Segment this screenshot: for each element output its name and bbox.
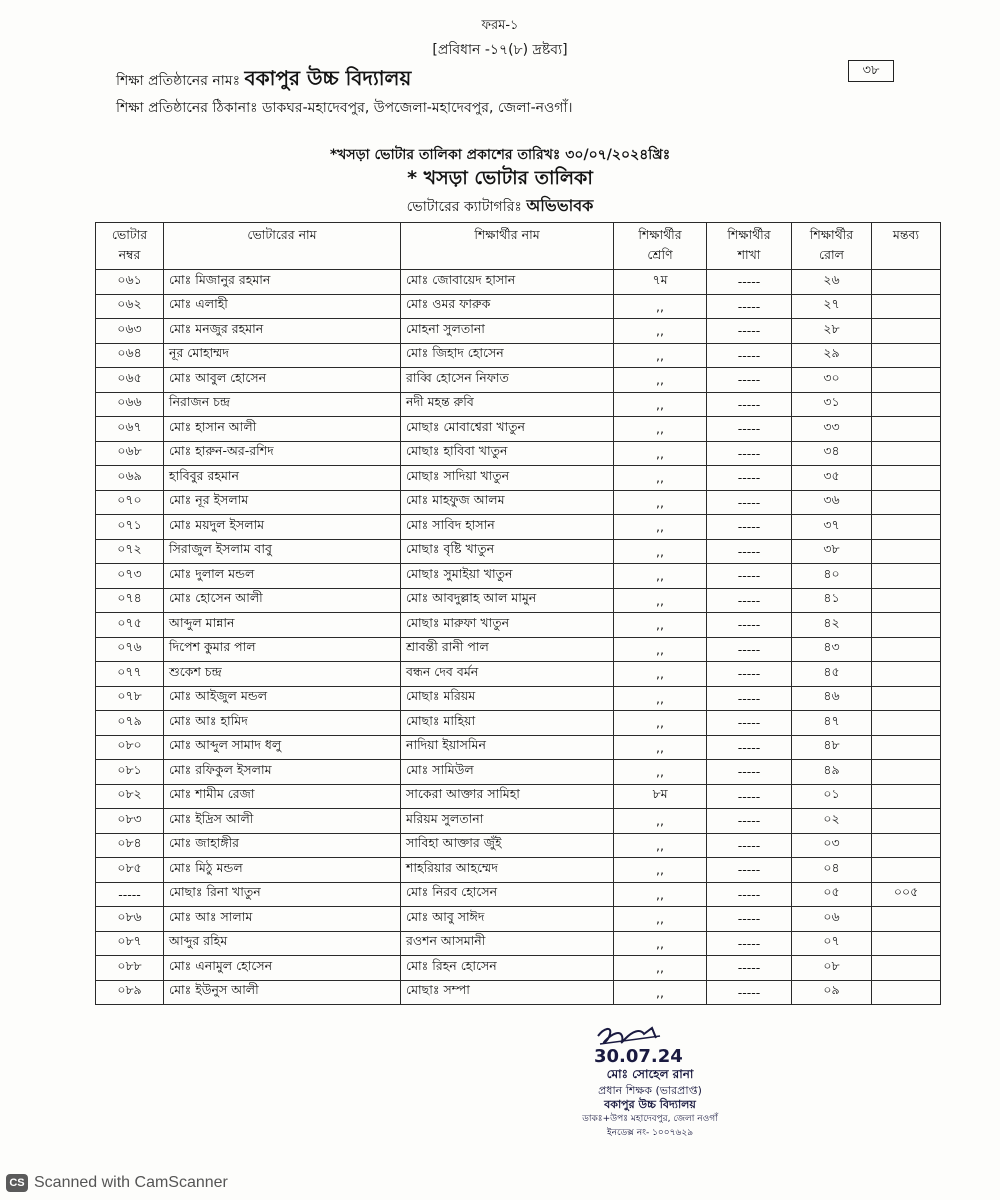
remark-cell [872, 711, 941, 736]
signature-date: 30.07.24 [594, 1046, 683, 1066]
remark-cell [872, 931, 941, 956]
student-name-cell: মোছাঃ মরিয়ম [401, 686, 614, 711]
scanner-text: Scanned with CamScanner [34, 1174, 228, 1191]
student-name-cell: মোঃ সাবিদ হাসান [401, 515, 614, 540]
student-name-cell: শাহরিয়ার আহম্মেদ [401, 858, 614, 883]
voter-name-cell: মোঃ ইউনুস আলী [164, 980, 401, 1005]
voter-name-cell: মোঃ মিজানুর রহমান [164, 270, 401, 295]
student-roll-cell: ২৭ [792, 294, 872, 319]
column-header [707, 223, 792, 270]
student-branch-cell: ----- [707, 588, 792, 613]
student-branch-cell: ----- [707, 613, 792, 638]
table-row [96, 343, 941, 368]
student-name-cell: রওশন আসমানী [401, 931, 614, 956]
student-class-cell: ,, [614, 343, 707, 368]
voter-name-cell: নিরাজন চন্দ্র [164, 392, 401, 417]
remark-cell [872, 760, 941, 785]
remark-cell [872, 392, 941, 417]
institution-address-label: শিক্ষা প্রতিষ্ঠানের ঠিকানাঃ [116, 100, 258, 116]
student-class-cell: ,, [614, 466, 707, 491]
student-name-cell: শ্রাবন্তী রানী পাল [401, 637, 614, 662]
remark-cell [872, 539, 941, 564]
student-name-cell: মোঃ আবদুল্লাহ আল মামুন [401, 588, 614, 613]
table-row [96, 319, 941, 344]
voter-number-cell: ০৬১ [96, 270, 164, 295]
student-name-cell: মরিয়ম সুলতানা [401, 809, 614, 834]
voter-number-cell: ০৮২ [96, 784, 164, 809]
form-number: ফরম-১ [481, 18, 519, 33]
student-roll-cell: ০১ [792, 784, 872, 809]
table-row [96, 931, 941, 956]
remark-cell [872, 784, 941, 809]
student-branch-cell: ----- [707, 735, 792, 760]
student-roll-cell: ৪৯ [792, 760, 872, 785]
student-branch-cell: ----- [707, 319, 792, 344]
student-class-cell: ,, [614, 711, 707, 736]
table-row [96, 539, 941, 564]
column-header [164, 223, 401, 270]
student-roll-cell: ০৮ [792, 956, 872, 981]
publish-date-line: *খসড়া ভোটার তালিকা প্রকাশের তারিখঃ ৩০/০৭/২০২৪খ্রিঃ [329, 147, 671, 163]
voter-number-cell: ----- [96, 882, 164, 907]
student-roll-cell: ৪৫ [792, 662, 872, 687]
column-header-line2: শাখা [737, 247, 761, 262]
column-header [872, 223, 941, 270]
column-header-line2: রোল [819, 247, 844, 262]
voter-name-cell: মোঃ এলাহী [164, 294, 401, 319]
table-row [96, 515, 941, 540]
signature-scribble-icon [560, 1022, 720, 1066]
voter-number-cell: ০৭৫ [96, 613, 164, 638]
voter-number-cell: ০৮৬ [96, 907, 164, 932]
table-row [96, 907, 941, 932]
student-branch-cell: ----- [707, 662, 792, 687]
student-name-cell: মোঃ জিহাদ হোসেন [401, 343, 614, 368]
remark-cell [872, 662, 941, 687]
table-row [96, 858, 941, 883]
voter-name-cell: মোঃ আবুল হোসেন [164, 368, 401, 393]
student-roll-cell: ৩৩ [792, 417, 872, 442]
student-branch-cell: ----- [707, 711, 792, 736]
student-branch-cell: ----- [707, 882, 792, 907]
student-roll-cell: ০৩ [792, 833, 872, 858]
column-header-line1: শিক্ষার্থীর [727, 227, 771, 242]
voter-name-cell: মোঃ শামীম রেজা [164, 784, 401, 809]
voter-number-cell: ০৭১ [96, 515, 164, 540]
student-branch-cell: ----- [707, 784, 792, 809]
table-row [96, 417, 941, 442]
voter-name-cell: মোঃ রফিকুল ইসলাম [164, 760, 401, 785]
table-row [96, 882, 941, 907]
table-body [96, 270, 941, 1005]
student-class-cell: ,, [614, 294, 707, 319]
student-roll-cell: ৪১ [792, 588, 872, 613]
column-header-line1: শিক্ষার্থীর নাম [474, 227, 540, 242]
student-roll-cell: ০৪ [792, 858, 872, 883]
table-row [96, 490, 941, 515]
column-header [614, 223, 707, 270]
student-branch-cell: ----- [707, 760, 792, 785]
remark-cell [872, 319, 941, 344]
voter-number-cell: ০৬৬ [96, 392, 164, 417]
table-row [96, 760, 941, 785]
table-row [96, 588, 941, 613]
signatory-school: বকাপুর উচ্চ বিদ্যালয় [604, 1098, 696, 1111]
student-class-cell: ৮ম [614, 784, 707, 809]
remark-cell [872, 466, 941, 491]
voter-number-cell: ০৭৮ [96, 686, 164, 711]
student-name-cell: মোঃ জোবায়েদ হাসান [401, 270, 614, 295]
student-branch-cell: ----- [707, 956, 792, 981]
student-name-cell: মোছাঃ বৃষ্টি খাতুন [401, 539, 614, 564]
remark-cell [872, 515, 941, 540]
student-name-cell: রাব্বি হোসেন নিফাত [401, 368, 614, 393]
student-branch-cell: ----- [707, 466, 792, 491]
student-class-cell: ,, [614, 637, 707, 662]
page-number-box: ৩৮ [848, 60, 894, 82]
student-roll-cell: ০৫ [792, 882, 872, 907]
student-name-cell: নাদিয়া ইয়াসমিন [401, 735, 614, 760]
student-branch-cell: ----- [707, 637, 792, 662]
voter-number-cell: ০৮৩ [96, 809, 164, 834]
student-name-cell: মোঃ নিরব হোসেন [401, 882, 614, 907]
voter-table [95, 222, 941, 1005]
remark-cell [872, 809, 941, 834]
remark-cell [872, 490, 941, 515]
voter-name-cell: মোঃ এনামুল হোসেন [164, 956, 401, 981]
student-roll-cell: ৪৬ [792, 686, 872, 711]
category-value: অভিভাবক [526, 196, 594, 215]
student-class-cell: ৭ম [614, 270, 707, 295]
camscanner-logo-icon: CS [6, 1174, 28, 1192]
student-roll-cell: ৪০ [792, 564, 872, 589]
student-class-cell: ,, [614, 858, 707, 883]
column-header-line1: ভোটারের নাম [247, 227, 317, 242]
student-name-cell: মোছাঃ মারুফা খাতুন [401, 613, 614, 638]
category-label: ভোটারের ক্যাটাগরিঃ [406, 199, 522, 215]
institution-name-label: শিক্ষা প্রতিষ্ঠানের নামঃ [116, 73, 241, 89]
voter-name-cell: মোঃ মনজুর রহমান [164, 319, 401, 344]
voter-number-cell: ০৮০ [96, 735, 164, 760]
remark-cell [872, 564, 941, 589]
remark-cell [872, 270, 941, 295]
voter-number-cell: ০৮১ [96, 760, 164, 785]
institution-name-line [116, 64, 411, 97]
signatory-name: মোঃ সোহেল রানা [606, 1067, 694, 1081]
institution-address-line [116, 96, 573, 120]
student-branch-cell: ----- [707, 343, 792, 368]
voter-name-cell: মোঃ আব্দুল সামাদ ধলু [164, 735, 401, 760]
voter-name-cell: মোঃ দুলাল মন্ডল [164, 564, 401, 589]
student-roll-cell: ৩৪ [792, 441, 872, 466]
remark-cell [872, 343, 941, 368]
voter-name-cell: হাবিবুর রহমান [164, 466, 401, 491]
table-row [96, 294, 941, 319]
table-row [96, 637, 941, 662]
student-branch-cell: ----- [707, 270, 792, 295]
column-header-line2: নম্বর [118, 247, 141, 262]
student-name-cell: মোছাঃ মাহিয়া [401, 711, 614, 736]
signatory-title: প্রধান শিক্ষক (ভারপ্রাপ্ত) [598, 1084, 702, 1097]
student-roll-cell: ৪২ [792, 613, 872, 638]
student-class-cell: ,, [614, 368, 707, 393]
student-name-cell: সাকেরা আক্তার সামিহা [401, 784, 614, 809]
voter-number-cell: ০৮৯ [96, 980, 164, 1005]
remark-cell [872, 441, 941, 466]
voter-number-cell: ০৬৫ [96, 368, 164, 393]
column-header-line1: মন্তব্য [892, 227, 920, 242]
student-class-cell: ,, [614, 613, 707, 638]
student-class-cell: ,, [614, 686, 707, 711]
table-row [96, 956, 941, 981]
student-name-cell: মোঃ ওমর ফারুক [401, 294, 614, 319]
remark-cell [872, 858, 941, 883]
voter-name-cell: আব্দুর রহিম [164, 931, 401, 956]
column-header-line1: শিক্ষার্থীর [638, 227, 682, 242]
student-branch-cell: ----- [707, 294, 792, 319]
student-name-cell: মোছাঃ সাদিয়া খাতুন [401, 466, 614, 491]
column-header [401, 223, 614, 270]
table-row [96, 392, 941, 417]
column-header-line1: শিক্ষার্থীর [809, 227, 854, 242]
column-header-line1: ভোটার [111, 227, 148, 242]
student-class-cell: ,, [614, 490, 707, 515]
student-class-cell: ,, [614, 417, 707, 442]
student-name-cell: মোঃ রিহন হোসেন [401, 956, 614, 981]
voter-number-cell: ০৬৩ [96, 319, 164, 344]
student-branch-cell: ----- [707, 809, 792, 834]
column-header [96, 223, 164, 270]
student-class-cell: ,, [614, 392, 707, 417]
student-name-cell: সাবিহা আক্তার জুঁই [401, 833, 614, 858]
student-branch-cell: ----- [707, 392, 792, 417]
student-roll-cell: ৩৫ [792, 466, 872, 491]
student-class-cell: ,, [614, 515, 707, 540]
student-name-cell: মোহনা সুলতানা [401, 319, 614, 344]
voter-number-cell: ০৬৭ [96, 417, 164, 442]
table-row [96, 686, 941, 711]
voter-number-cell: ০৮৫ [96, 858, 164, 883]
table-row [96, 833, 941, 858]
table-row [96, 270, 941, 295]
voter-number-cell: ০৭৯ [96, 711, 164, 736]
voter-name-cell: মোঃ ময়দুল ইসলাম [164, 515, 401, 540]
student-name-cell: মোছাঃ হাবিবা খাতুন [401, 441, 614, 466]
institution-address: ডাকঘর-মহাদেবপুর, উপজেলা-মহাদেবপুর, জেলা-নওগাঁ। [262, 100, 573, 116]
column-header-line2: শ্রেণি [647, 247, 673, 262]
student-name-cell: মোঃ আবু সাঈদ [401, 907, 614, 932]
remark-cell [872, 833, 941, 858]
student-name-cell: মোছাঃ মোবাশ্বেরা খাতুন [401, 417, 614, 442]
column-header [792, 223, 872, 270]
table-row [96, 662, 941, 687]
student-class-cell: ,, [614, 564, 707, 589]
remark-cell [872, 735, 941, 760]
student-branch-cell: ----- [707, 539, 792, 564]
student-roll-cell: ২৮ [792, 319, 872, 344]
voter-name-cell: মোঃ ইদ্রিস আলী [164, 809, 401, 834]
student-class-cell: ,, [614, 441, 707, 466]
student-roll-cell: ৩৬ [792, 490, 872, 515]
student-class-cell: ,, [614, 662, 707, 687]
student-branch-cell: ----- [707, 686, 792, 711]
signatory-address: ডাকঃ+উপঃ মহাদেবপুর, জেলা নওগাঁ [582, 1114, 718, 1124]
table-row [96, 466, 941, 491]
student-branch-cell: ----- [707, 858, 792, 883]
voter-name-cell: মোঃ হোসেন আলী [164, 588, 401, 613]
table-row [96, 613, 941, 638]
student-roll-cell: ৩৭ [792, 515, 872, 540]
student-class-cell: ,, [614, 956, 707, 981]
rule-reference: [প্রবিধান -১৭(৮) দ্রষ্টব্য] [432, 42, 568, 58]
student-branch-cell: ----- [707, 515, 792, 540]
student-roll-cell: ২৬ [792, 270, 872, 295]
remark-cell [872, 294, 941, 319]
student-class-cell: ,, [614, 907, 707, 932]
student-branch-cell: ----- [707, 417, 792, 442]
student-class-cell: ,, [614, 980, 707, 1005]
remark-cell [872, 637, 941, 662]
voter-name-cell: মোছাঃ রিনা খাতুন [164, 882, 401, 907]
table-row [96, 809, 941, 834]
voter-name-cell: আব্দুল মান্নান [164, 613, 401, 638]
student-class-cell: ,, [614, 833, 707, 858]
student-roll-cell: ০৯ [792, 980, 872, 1005]
student-name-cell: নদী মহন্ত রুবি [401, 392, 614, 417]
voter-name-cell: দিপেশ কুমার পাল [164, 637, 401, 662]
remark-cell [872, 956, 941, 981]
student-name-cell: মোছাঃ সুমাইয়া খাতুন [401, 564, 614, 589]
student-name-cell: মোঃ সামিউল [401, 760, 614, 785]
student-branch-cell: ----- [707, 441, 792, 466]
list-title: * খসড়া ভোটার তালিকা [407, 167, 593, 189]
student-branch-cell: ----- [707, 980, 792, 1005]
voter-number-cell: ০৮৮ [96, 956, 164, 981]
remark-cell [872, 980, 941, 1005]
remark-cell [872, 417, 941, 442]
student-name-cell: মোঃ মাহফুজ আলম [401, 490, 614, 515]
voter-name-cell: মোঃ হাসান আলী [164, 417, 401, 442]
student-branch-cell: ----- [707, 564, 792, 589]
student-roll-cell: ৩১ [792, 392, 872, 417]
student-class-cell: ,, [614, 539, 707, 564]
table-header-row [96, 223, 941, 270]
table-row [96, 784, 941, 809]
voter-number-cell: ০৭৩ [96, 564, 164, 589]
table-row [96, 980, 941, 1005]
table-row [96, 441, 941, 466]
voter-number-cell: ০৮৪ [96, 833, 164, 858]
student-branch-cell: ----- [707, 907, 792, 932]
remark-cell [872, 907, 941, 932]
remark-cell [872, 686, 941, 711]
table-row [96, 564, 941, 589]
remark-cell [872, 613, 941, 638]
student-roll-cell: ০৭ [792, 931, 872, 956]
voter-number-cell: ০৮৭ [96, 931, 164, 956]
table-row [96, 368, 941, 393]
student-roll-cell: ৪৮ [792, 735, 872, 760]
voter-name-cell: নূর মোহাম্মদ [164, 343, 401, 368]
voter-number-cell: ০৭০ [96, 490, 164, 515]
table-row [96, 711, 941, 736]
voter-number-cell: ০৬২ [96, 294, 164, 319]
voter-number-cell: ০৬৮ [96, 441, 164, 466]
voter-number-cell: ০৭৭ [96, 662, 164, 687]
table-row [96, 735, 941, 760]
student-roll-cell: ৩৮ [792, 539, 872, 564]
student-roll-cell: ২৯ [792, 343, 872, 368]
remark-cell [872, 368, 941, 393]
student-name-cell: বন্ধন দেব বর্মন [401, 662, 614, 687]
signatory-eiin: ইনডেক্স নং- ১০০৭৬২৯ [606, 1128, 694, 1138]
voter-name-cell: মোঃ আঃ হামিদ [164, 711, 401, 736]
student-branch-cell: ----- [707, 490, 792, 515]
student-roll-cell: ৩০ [792, 368, 872, 393]
student-name-cell: মোছাঃ সম্পা [401, 980, 614, 1005]
student-roll-cell: ০২ [792, 809, 872, 834]
voter-number-cell: ০৭৬ [96, 637, 164, 662]
student-roll-cell: ৪৭ [792, 711, 872, 736]
student-roll-cell: ৪৩ [792, 637, 872, 662]
voter-name-cell: মোঃ নূর ইসলাম [164, 490, 401, 515]
voter-name-cell: মোঃ জাহাঙ্গীর [164, 833, 401, 858]
student-class-cell: ,, [614, 588, 707, 613]
student-class-cell: ,, [614, 319, 707, 344]
student-class-cell: ,, [614, 760, 707, 785]
voter-number-cell: ০৭৪ [96, 588, 164, 613]
voter-number-cell: ০৬৯ [96, 466, 164, 491]
student-roll-cell: ০৬ [792, 907, 872, 932]
student-branch-cell: ----- [707, 931, 792, 956]
remark-cell: ০০৫ [872, 882, 941, 907]
voter-category-line [0, 193, 1000, 220]
student-class-cell: ,, [614, 931, 707, 956]
student-branch-cell: ----- [707, 833, 792, 858]
voter-name-cell: শুকেশ চন্দ্র [164, 662, 401, 687]
voter-number-cell: ০৬৪ [96, 343, 164, 368]
voter-number-cell: ০৭২ [96, 539, 164, 564]
institution-name: বকাপুর উচ্চ বিদ্যালয় [244, 66, 412, 90]
student-branch-cell: ----- [707, 368, 792, 393]
voter-name-cell: মোঃ আঃ সালাম [164, 907, 401, 932]
voter-name-cell: মোঃ আইজুল মন্ডল [164, 686, 401, 711]
remark-cell [872, 588, 941, 613]
student-class-cell: ,, [614, 735, 707, 760]
voter-name-cell: সিরাজুল ইসলাম বাবু [164, 539, 401, 564]
voter-name-cell: মোঃ হারুন-অর-রশিদ [164, 441, 401, 466]
scanner-watermark [6, 1174, 228, 1192]
student-class-cell: ,, [614, 882, 707, 907]
student-class-cell: ,, [614, 809, 707, 834]
voter-name-cell: মোঃ মিঠু মন্ডল [164, 858, 401, 883]
